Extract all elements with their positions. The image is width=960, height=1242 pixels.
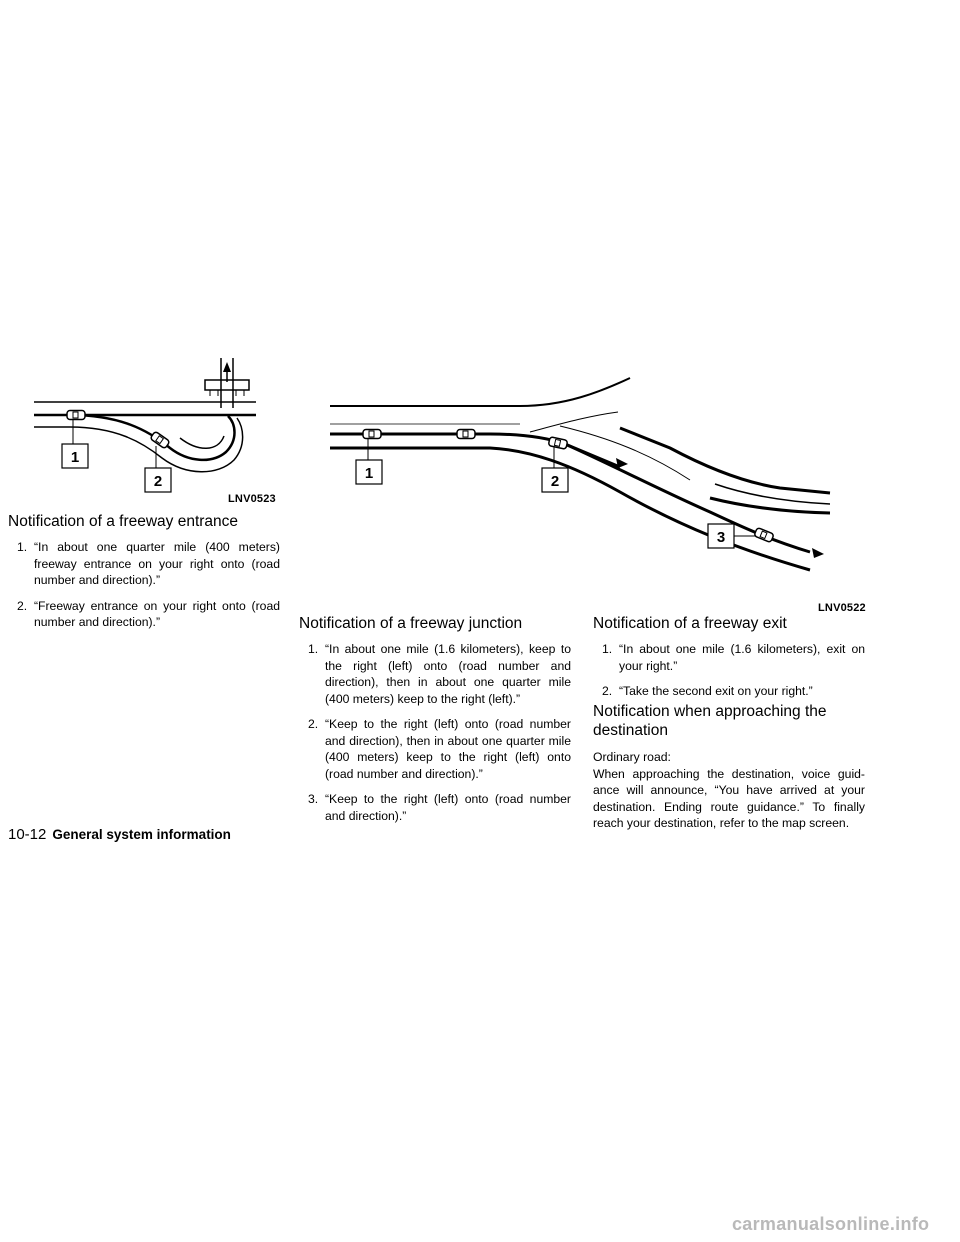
- freeway-edge: [330, 448, 810, 570]
- car-icon: [457, 430, 475, 439]
- callout-1: 1: [70, 449, 80, 466]
- body-text: When approaching the destination, voice guid- ance will announce, “You have arrived at your destination. Ending route guidance.” To finally reach your destination, refer to the map screen.: [593, 766, 865, 830]
- page-footer: [8, 826, 231, 844]
- freeway-junction-diagram: [320, 372, 840, 597]
- section-title: Notification when approaching the destination: [593, 703, 827, 739]
- list-item: 1. “In about one mile (1.6 kilometers), exit on your right.”: [602, 642, 865, 673]
- subheading: Ordinary road:: [593, 750, 671, 764]
- section-freeway-junction: [299, 614, 571, 833]
- callout-3: 3: [716, 529, 726, 546]
- list-item: 1. “In about one mile (1.6 kilometers), keep to the right (left) onto (road number and direction), then in about one quarter mile (400 meters) keep to the right (left).”: [308, 642, 571, 706]
- section-approaching-destination: [593, 702, 865, 832]
- callout-2: 2: [153, 473, 163, 490]
- loop-ramp-edge: [180, 436, 224, 448]
- list-item: 1. “In about one quarter mile (400 meters) freeway entrance on your right onto (road number and direction).”: [17, 540, 280, 587]
- list-item: 3. “Keep to the right (left) onto (road number and direction).”: [308, 792, 571, 823]
- section-title: Notification of a freeway junction: [299, 615, 523, 632]
- callout-2: 2: [550, 473, 560, 490]
- item-list: [593, 641, 865, 700]
- freeway-edge: [330, 378, 630, 406]
- car-icon: [754, 527, 774, 542]
- page-number: 10-12: [8, 826, 47, 843]
- section-title: Notification of a freeway entrance: [8, 513, 239, 530]
- watermark: carmanualsonline.info: [732, 1214, 930, 1234]
- car-icon: [67, 411, 85, 420]
- car-icon: [150, 431, 170, 449]
- car-icon: [548, 437, 567, 450]
- list-item: 2. “Take the second exit on your right.”: [602, 684, 813, 698]
- section-title: Notification of a freeway exit: [593, 615, 787, 632]
- figure-code-junction: LNV0522: [818, 602, 866, 614]
- callout-1: 1: [364, 465, 374, 482]
- lane-divider-dashed: [530, 412, 618, 432]
- section-freeway-exit: [593, 614, 865, 709]
- direction-arrow-icon: [616, 458, 628, 468]
- list-item: 2. “Freeway entrance on your right onto (road number and direction).”: [17, 598, 280, 629]
- chapter-title: General system information: [52, 827, 231, 842]
- section-freeway-entrance: [8, 512, 280, 640]
- list-item: 2. “Keep to the right (left) onto (road number and direction), then in about one quarter mile (400 meters) keep to the right (left) onto (road number and direction).”: [308, 717, 571, 781]
- freeway-entrance-diagram: [30, 352, 260, 497]
- exit-edge: [710, 498, 830, 513]
- direction-arrow-icon: [812, 548, 824, 558]
- figure-code-entrance: LNV0523: [228, 493, 276, 505]
- car-icon: [363, 430, 381, 439]
- item-list: [299, 641, 571, 824]
- item-list: [8, 539, 280, 631]
